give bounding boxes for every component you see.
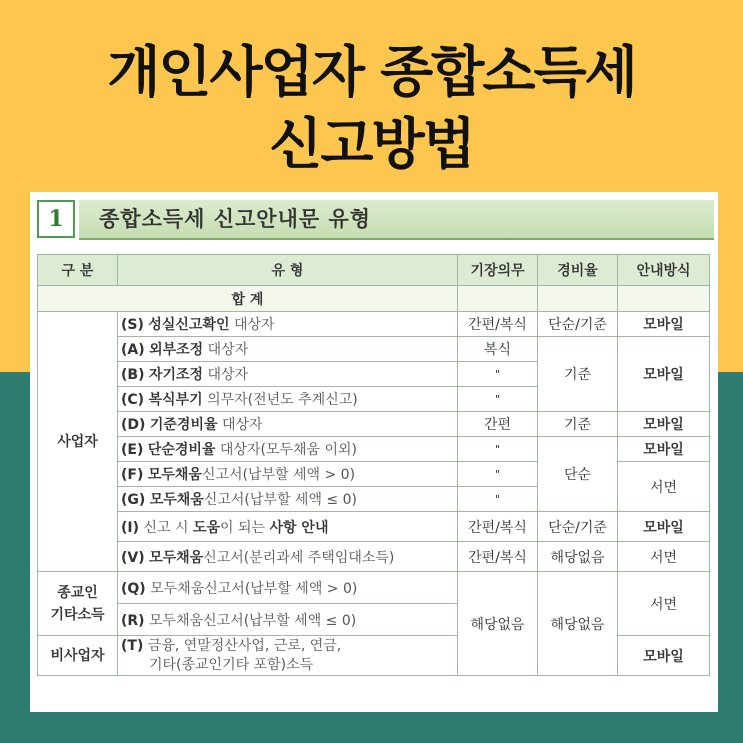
category-religious: 종교인 기타소득 — [38, 572, 118, 636]
table-row: (E) 단순경비율 대상자(모두채움 이외) " 단순 모바일 — [38, 437, 710, 462]
table-row: (R) 모두채움신고서(납부할 세액 ≤ 0) — [38, 604, 710, 636]
section-title: 종합소득세 신고안내문 유형 — [99, 207, 372, 231]
table-row: 비사업자 (T) 금융, 연말정산사업, 근로, 연금, 기타(종교인기타 포함)소득 모바일 — [38, 636, 710, 676]
header-type: 유 형 — [118, 255, 458, 286]
document-card — [30, 192, 718, 712]
header-category: 구 분 — [38, 255, 118, 286]
section-band — [79, 200, 714, 240]
section-header — [37, 200, 714, 238]
table-row: (A) 외부조정 대상자 복식 기준 모바일 — [38, 337, 710, 362]
table-row: (D) 기준경비율 대상자 간편 기준 모바일 — [38, 412, 710, 437]
header-expense: 경비율 — [538, 255, 618, 286]
title-line-1: 개인사업자 종합소득세 — [107, 40, 636, 104]
title-line-2: 신고방법 — [269, 112, 474, 176]
table-row: (C) 복식부기 의무자(전년도 추계신고) " — [38, 387, 710, 412]
table-header-row — [38, 255, 710, 286]
table-row: 사업자 (S) 성실신고확인 대상자 간편/복식 단순/기준 모바일 — [38, 312, 710, 337]
header-bookkeeping: 기장의무 — [458, 255, 538, 286]
report-type-table — [37, 254, 710, 676]
total-row — [38, 286, 710, 312]
table-row: (B) 자기조정 대상자 " — [38, 362, 710, 387]
table-row: (I) 신고 시 도움이 되는 사항 안내 간편/복식 단순/기준 모바일 — [38, 512, 710, 542]
header-method: 안내방식 — [618, 255, 710, 286]
table-row: 종교인 기타소득 (Q) 모두채움신고서(납부할 세액 > 0) 해당없음 해당없음 서면 — [38, 572, 710, 604]
section-number: 1 — [37, 200, 75, 238]
table-row: (G) 모두채움신고서(납부할 세액 ≤ 0) " — [38, 487, 710, 512]
category-nonbusiness: 비사업자 — [38, 636, 118, 676]
table-row: (F) 모두채움신고서(납부할 세액 > 0) " 서면 — [38, 462, 710, 487]
table-row: (V) 모두채움신고서(분리과세 주택임대소득) 간편/복식 해당없음 서면 — [38, 542, 710, 572]
total-label: 합 계 — [38, 286, 458, 312]
category-business: 사업자 — [38, 312, 118, 572]
